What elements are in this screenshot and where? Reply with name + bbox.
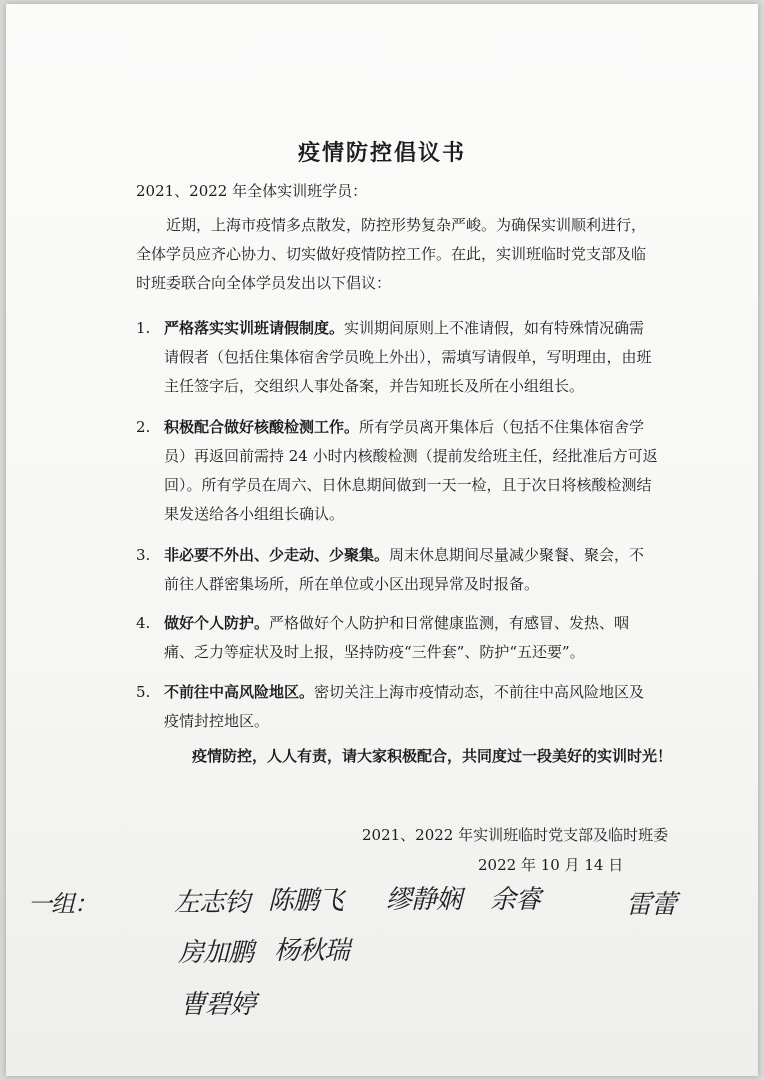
- handwritten-signature: 房加鹏: [178, 938, 254, 968]
- salutation: 2021、2022 年全体实训班学员：: [136, 182, 368, 200]
- item-number: 4.: [136, 614, 151, 632]
- list-item: [136, 541, 658, 599]
- handwritten-signature: 陈鹏飞: [268, 886, 344, 916]
- document-title: 疫情防控倡议书: [297, 141, 466, 166]
- handwritten-signature: 缪静娴: [386, 885, 462, 915]
- item-text: 严格做好个人防护和日常健康监测，有感冒、发热、咽痛、乏力等症状及时上报，坚持防疫“三件套”、防护“五还要”。: [164, 614, 630, 661]
- item-number: 5.: [136, 683, 151, 701]
- list-item: [136, 609, 658, 667]
- item-text: 密切关注上海市疫情动态，不前往中高风险地区及疫情封控地区。: [164, 683, 645, 730]
- list-item: [136, 413, 658, 529]
- item-number: 2.: [136, 418, 151, 436]
- closing-statement: 疫情防控，人人有责，请大家积极配合，共同度过一段美好的实训时光！: [192, 747, 673, 765]
- handwritten-signature: 杨秋瑞: [274, 936, 350, 966]
- intro-paragraph: 近期，上海市疫情多点散发，防控形势复杂严峻。为确保实训顺利进行，全体学员应齐心协力、切实做好疫情防控工作。在此，实训班临时党支部及临时班委联合向全体学员发出以下倡议：: [136, 216, 647, 292]
- item-number: 1.: [136, 319, 151, 337]
- item-heading: 非必要不外出、少走动、少聚集。: [164, 546, 390, 564]
- list-item: [136, 678, 658, 736]
- issue-date: 2022 年 10 月 14 日: [478, 856, 624, 874]
- item-text: 周末休息期间尽量减少聚餐、聚会，不前往人群密集场所，所在单位或小区出现异常及时报备。: [164, 546, 645, 593]
- handwritten-signature: 曹碧婷: [180, 990, 256, 1020]
- item-text: 所有学员离开集体后（包括不住集体宿舍学员）再返回前需持 24 小时内核酸检测（提前发给班主任，经批准后方可返回）。所有学员在周六、日休息期间做到一天一检，且于次日将核酸检测结果发送给各小组组长确认。: [164, 418, 658, 523]
- signature-group-label: 一组：: [28, 890, 97, 918]
- paper-sheet: [6, 4, 758, 1076]
- item-heading: 积极配合做好核酸检测工作。: [164, 418, 360, 436]
- item-heading: 不前往中高风险地区。: [164, 683, 315, 701]
- handwritten-signature: 余睿: [490, 885, 541, 915]
- item-heading: 严格落实实训班请假制度。: [164, 319, 345, 337]
- item-heading: 做好个人防护。: [164, 614, 270, 632]
- item-number: 3.: [136, 546, 151, 564]
- handwritten-signature: 雷蕾: [626, 890, 677, 920]
- list-item: [136, 314, 658, 401]
- handwritten-signature: 左志钧: [174, 888, 250, 918]
- item-text: 实训期间原则上不准请假，如有特殊情况确需请假者（包括住集体宿舍学员晚上外出），需填写请假单，写明理由，由班主任签字后，交组织人事处备案，并告知班长及所在小组组长。: [164, 319, 652, 395]
- issuing-organization: 2021、2022 年实训班临时党支部及临时班委: [362, 826, 669, 844]
